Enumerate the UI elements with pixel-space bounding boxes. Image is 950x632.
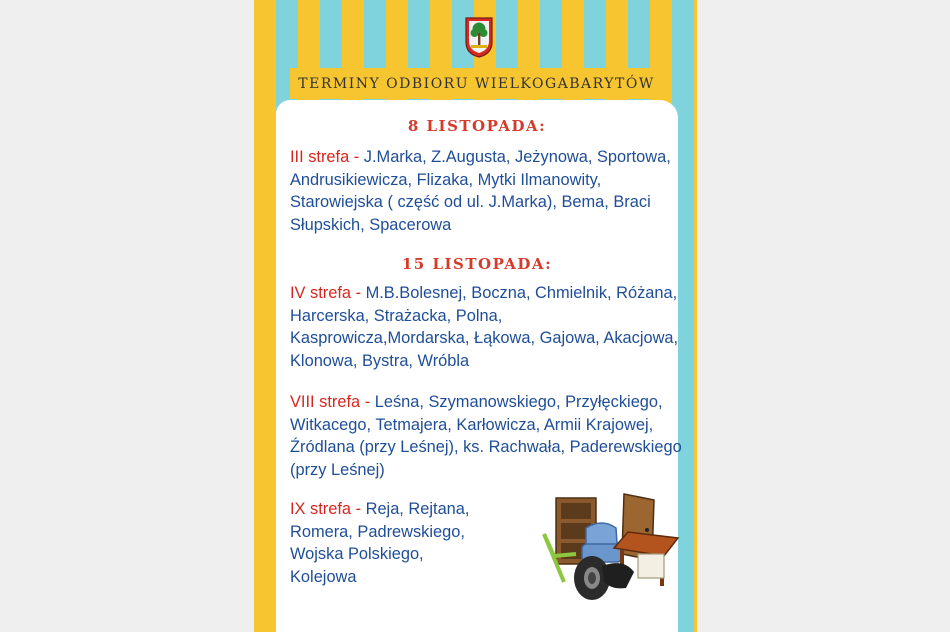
- bulky-waste-furniture-illustration: [542, 492, 684, 604]
- zone-label: IX strefa -: [290, 500, 362, 518]
- zone-label: III strefa -: [290, 148, 360, 166]
- zone-streets: Reja, Rejtana, Romera, Padrewskiego, Wojska Polskiego, Kolejowa: [290, 500, 470, 586]
- zone-label: IV strefa -: [290, 284, 362, 302]
- zone-streets: M.B.Bolesnej, Boczna, Chmielnik, Różana, Harcerska, Strażacka, Polna, Kasprowicza,Mordarska, Łąkowa, Gajowa, Akacjowa, Klonowa, Bystra, Wróbla: [290, 284, 679, 370]
- zone-iv-paragraph: [290, 282, 682, 372]
- zone-iii-paragraph: [290, 146, 682, 236]
- zone-ix-paragraph: [290, 498, 488, 588]
- zone-streets: J.Marka, Z.Augusta, Jeżynowa, Sportowa, Andrusikiewicza, Flizaka, Mytki Ilmanowity, Starowiejska ( część od ul. J.Marka), Bema, Braci Słupskich, Spacerowa: [290, 148, 671, 234]
- town-coat-of-arms-icon: [464, 16, 494, 58]
- date-heading-8-november: 8 LISTOPADA:: [407, 117, 547, 135]
- date-heading-15-november: 15 LISTOPADA:: [401, 255, 553, 273]
- zone-label: VIII strefa -: [290, 393, 371, 411]
- schedule-card: [276, 100, 682, 632]
- page-title: TERMINY ODBIORU WIELKOGABARYTÓW: [290, 68, 663, 99]
- poster: [254, 0, 697, 632]
- zone-viii-paragraph: [290, 391, 682, 481]
- zone-streets: Leśna, Szymanowskiego, Przyłęckiego, Witkacego, Tetmajera, Karłowicza, Armii Krajowej, Źródlana (przy Leśnej), ks. Rachwała, Paderewskiego (przy Leśnej): [290, 393, 682, 479]
